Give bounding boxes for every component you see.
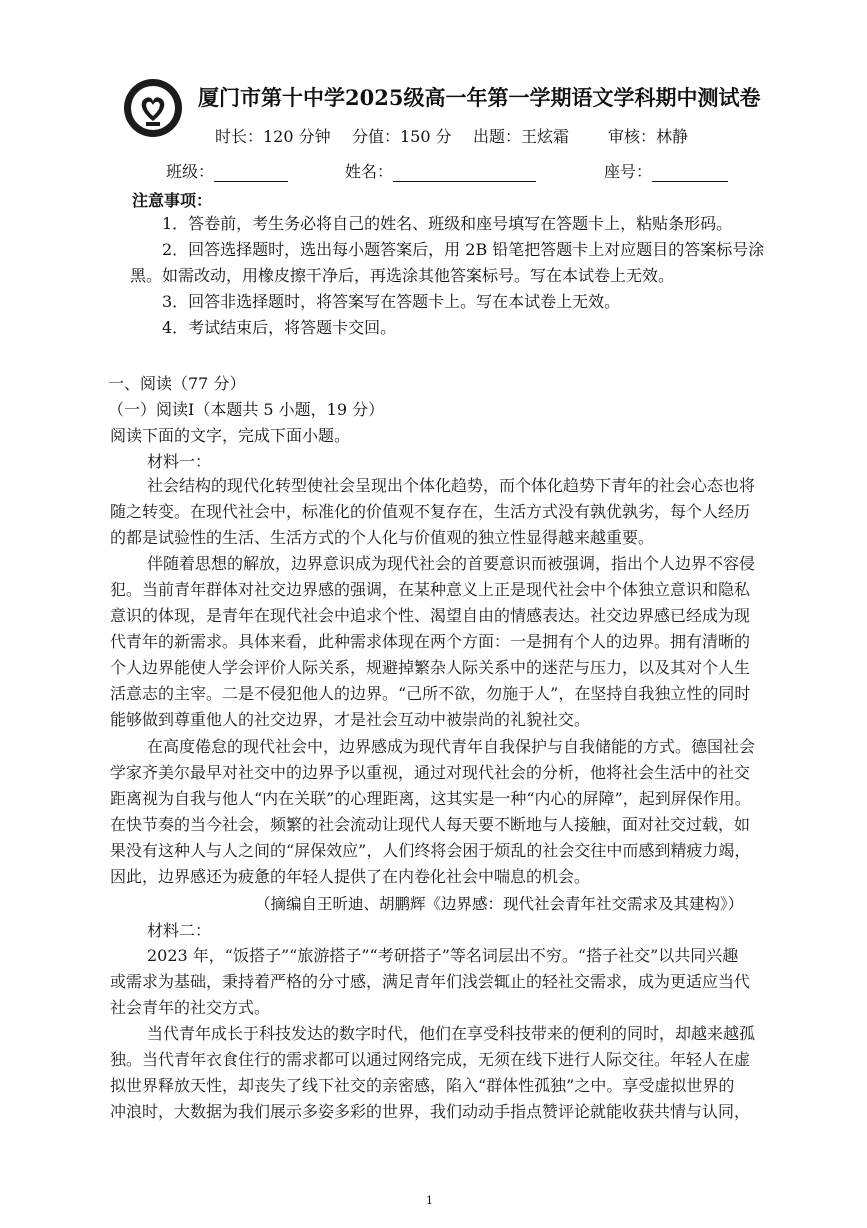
exam-title: 厦门市第十中学2025级高一年第一学期语文学科期中测试卷 [198, 85, 761, 110]
material1-paragraph-3 [110, 734, 770, 890]
text-line: 犯。当前青年群体对社交边界感的强调，在某种意义上正是现代社会中个体独立意识和隐私 [110, 580, 751, 599]
text-line: 冲浪时，大数据为我们展示多姿多彩的世界，我们动动手指点赞评论就能收获共情与认同， [110, 1102, 751, 1121]
material2-paragraph-1 [110, 943, 770, 1021]
seat-blank[interactable] [652, 166, 728, 182]
notice-item-continued: 黑。如需改动，用橡皮擦干净后，再选涂其他答案标号。写在本试卷上无效。 [130, 266, 675, 285]
school-logo-icon [122, 77, 184, 139]
text-line: 活意志的主宰。二是不侵犯他人的边界。“己所不欲，勿施于人”，在坚持自我独立性的同时 [110, 684, 751, 703]
material1-label: 材料一： [147, 452, 212, 471]
text-line: 随之转变。在现代社会中，标准化的价值观不复存在，生活方式没有孰优孰劣，每个人经历 [110, 502, 751, 521]
text-line: 个人边界能使人学会评价人际关系，规避掉繁杂人际关系中的迷茫与压力，以及其对个人生 [110, 658, 751, 677]
exam-score: 分值：150 分 [352, 127, 452, 146]
notice-item: 3．回答非选择题时，将答案写在答题卡上。写在本试卷上无效。 [162, 292, 621, 311]
seat-label: 座号： [604, 162, 653, 181]
reading-instruction: 阅读下面的文字，完成下面小题。 [110, 426, 351, 445]
exam-setter: 出题：王炫霜 [473, 127, 570, 146]
name-label: 姓名： [345, 162, 394, 181]
exam-reviewer: 审核：林静 [608, 127, 689, 146]
material2-label: 材料二： [147, 921, 212, 940]
text-line: 的都是试验性的生活、生活方式的个人化与价值观的独立性显得越来越重要。 [110, 528, 655, 547]
notice-item: 1．答卷前，考生务必将自己的姓名、班级和座号填写在答题卡上，粘贴条形码。 [162, 214, 733, 233]
text-line: 意识的体现，是青年在现代社会中追求个性、渴望自由的情感表达。社交边界感已经成为现 [110, 606, 751, 625]
page-number: 1 [426, 1194, 433, 1207]
text-line: 独。当代青年衣食住行的需求都可以通过网络完成，无须在线下进行人际交往。年轻人在虚 [110, 1050, 751, 1069]
subsection-heading: （一）阅读Ⅰ（本题共 5 小题，19 分） [108, 400, 385, 419]
material1-source: （摘编自王昕迪、胡鹏辉《边界感：现代社会青年社交需求及其建构》） [255, 895, 744, 913]
notice-item: 2．回答选择题时，选出每小题答案后，用 2B 铅笔把答题卡上对应题目的答案标号涂 [162, 240, 765, 259]
notice-list [108, 211, 765, 341]
class-field [166, 159, 288, 182]
material2-paragraph-2 [110, 1021, 770, 1125]
text-line: 社会青年的社交方式。 [110, 998, 271, 1017]
text-line: 因此，边界感还为疲惫的年轻人提供了在内卷化社会中喘息的机会。 [110, 867, 591, 886]
text-line: 能够做到尊重他人的社交边界，才是社会互动中被崇尚的礼貌社交。 [110, 710, 591, 729]
text-line: 伴随着思想的解放，边界意识成为现代社会的首要意识而被强调，指出个人边界不容侵 [147, 554, 756, 573]
exam-duration: 时长：120 分钟 [215, 127, 331, 146]
text-line: 在高度倦怠的现代社会中，边界感成为现代青年自我保护与自我储能的方式。德国社会 [147, 737, 756, 756]
name-field [345, 159, 536, 182]
text-line: 2023 年，“饭搭子”“旅游搭子”“考研搭子”等名词层出不穷。“搭子社交”以共同兴趣 [147, 946, 739, 965]
text-line: 学家齐美尔最早对社交中的边界予以重视，通过对现代社会的分析，他将社会生活中的社交 [110, 763, 751, 782]
notice-heading: 注意事项： [132, 191, 213, 210]
material1-paragraph-2 [110, 551, 770, 733]
text-line: 在快节奏的当今社会，频繁的社会流动让现代人每天要不断地与人接触，面对社交过载，如 [110, 815, 751, 834]
seat-field [604, 159, 728, 182]
text-line: 社会结构的现代化转型使社会呈现出个体化趋势，而个体化趋势下青年的社会心态也将 [147, 476, 756, 495]
text-line: 当代青年成长于科技发达的数字时代，他们在享受科技带来的便利的同时，却越来越孤 [147, 1024, 756, 1043]
notice-item: 4．考试结束后，将答题卡交回。 [162, 318, 397, 337]
class-blank[interactable] [214, 166, 288, 182]
material1-paragraph-1 [110, 473, 770, 551]
text-line: 或需求为基础，秉持着严格的分寸感，满足青年们浅尝辄止的轻社交需求，成为更适应当代 [110, 972, 751, 991]
name-blank[interactable] [393, 166, 536, 182]
text-line: 拟世界释放天性，却丧失了线下社交的亲密感，陷入“群体性孤独”之中。享受虚拟世界的 [110, 1076, 735, 1095]
text-line: 果没有这种人与人之间的“屏保效应”，人们终将会困于烦乱的社会交往中而感到精疲力竭， [110, 841, 751, 860]
class-label: 班级： [166, 162, 215, 181]
text-line: 距离视为自我与他人“内在关联”的心理距离，这其实是一种“内心的屏障”，起到屏保作用。 [110, 789, 751, 808]
text-line: 代青年的新需求。具体来看，此种需求体现在两个方面：一是拥有个人的边界。拥有清晰的 [110, 632, 751, 651]
section-heading: 一、阅读（77 分） [108, 374, 246, 393]
